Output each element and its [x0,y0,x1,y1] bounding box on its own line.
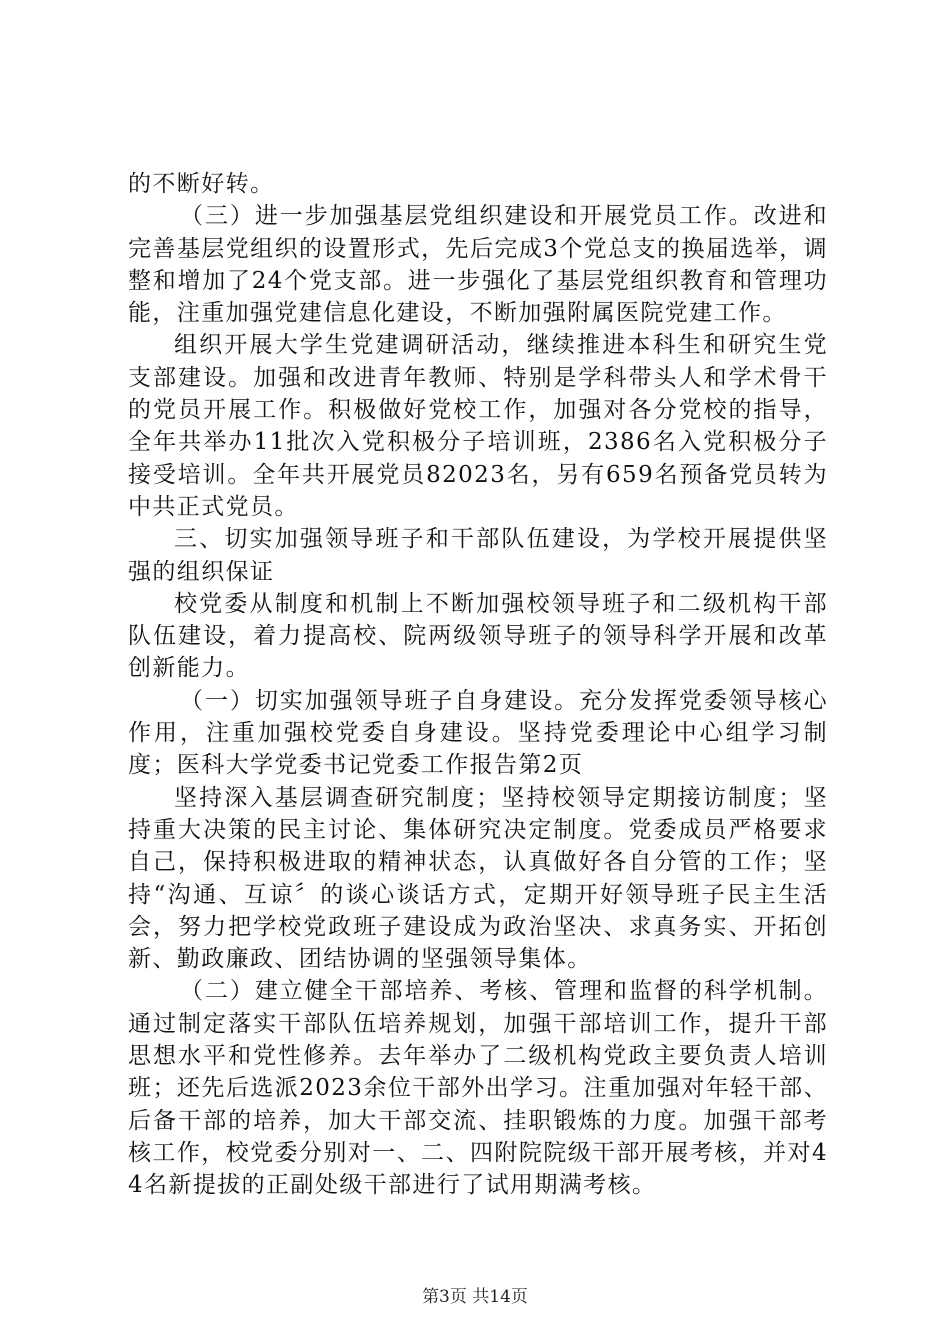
document-body [128,168,828,1202]
paragraph-committee-overview: 校党委从制度和机制上不断加强校领导班子和二级机构干部队伍建设，着力提高校、院两级领导班子的领导科学开展和改革创新能力。 [128,590,828,682]
paragraph-section-3: （三）进一步加强基层党组织建设和开展党员工作。改进和完善基层党组织的设置形式，先后完成3个党总支的换届选举，调整和增加了24个党支部。进一步强化了基层党组织教育和管理功能，注重加强党建信息化建设，不断加强附属医院党建工作。 [128,203,828,327]
paragraph-subsection-2: （二）建立健全干部培养、考核、管理和监督的科学机制。通过制定落实干部队伍培养规划，加强干部培训工作，提升干部思想水平和党性修养。去年举办了二级机构党政主要负责人培训班；还先后选派2023余位干部外出学习。注重加强对年轻干部、后备干部的培养，加大干部交流、挂职锻炼的力度。加强干部考核工作，校党委分别对一、二、四附院院级干部开展考核，并对44名新提拔的正副处级干部进行了试用期满考核。 [128,978,828,1199]
paragraph-leadership-practices: 坚持深入基层调查研究制度；坚持校领导定期接访制度；坚持重大决策的民主讨论、集体研究决定制度。党委成员严格要求自己，保持积极进取的精神状态，认真做好各自分管的工作；坚持“沟通、互谅〞的谈心谈话方式，定期开好领导班子民主生活会，努力把学校党政班子建设成为政治坚决、求真务实、开拓创新、勤政廉政、团结协调的坚强领导集体。 [128,784,828,973]
paragraph-subsection-1: （一）切实加强领导班子自身建设。充分发挥党委领导核心作用，注重加强校党委自身建设。坚持党委理论中心组学习制度；医科大学党委书记党委工作报告第2页 [128,687,828,779]
paragraph-continuation: 的不断好转。 [128,171,275,197]
paragraph-student-party-building: 组织开展大学生党建调研活动，继续推进本科生和研究生党支部建设。加强和改进青年教师、特别是学科带头人和学术骨干的党员开展工作。积极做好党校工作，加强对各分党校的指导，全年共举办11批次入党积极分子培训班，2386名入党积极分子接受培训。全年共开展党员82023名，另有659名预备党员转为中共正式党员。 [128,332,828,520]
page-number-footer: 第3页 共14页 [422,1287,528,1307]
section-heading-three: 三、切实加强领导班子和干部队伍建设，为学校开展提供坚强的组织保证 [128,526,828,585]
